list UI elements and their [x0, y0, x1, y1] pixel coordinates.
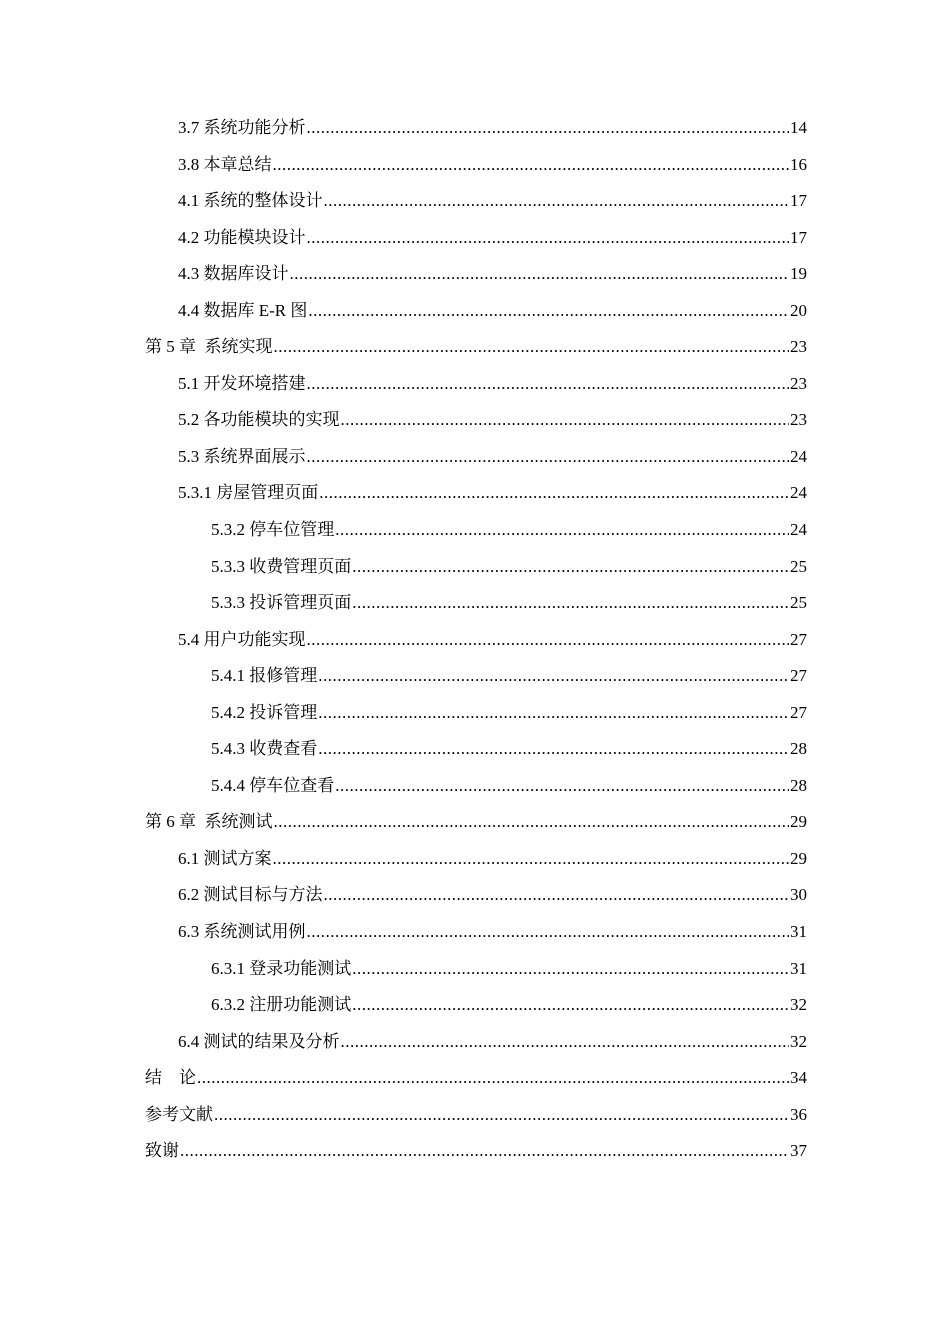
toc-dot-leader [307, 110, 790, 147]
toc-dot-leader [290, 256, 790, 293]
toc-entry-page: 17 [790, 191, 807, 211]
toc-entry-title: 5.1 开发环境搭建 [178, 373, 306, 393]
toc-entry-title: 6.3.2 注册功能测试 [211, 995, 352, 1015]
toc-entry[interactable] [145, 329, 807, 366]
toc-entry-title: 3.7 系统功能分析 [178, 118, 306, 137]
toc-entry-page: 17 [790, 227, 807, 247]
table-of-contents [145, 110, 807, 1170]
toc-entry[interactable] [145, 366, 807, 403]
toc-dot-leader [307, 366, 790, 403]
toc-entry-title: 5.3.3 投诉管理页面 [211, 593, 352, 613]
toc-entry-title: 6.3.1 登录功能测试 [211, 958, 352, 978]
toc-dot-leader [341, 1024, 790, 1061]
toc-entry-page: 14 [790, 118, 807, 137]
toc-entry-page: 29 [790, 812, 807, 832]
toc-entry-page: 27 [790, 629, 807, 649]
toc-dot-leader [324, 183, 790, 220]
toc-entry[interactable] [145, 951, 807, 988]
toc-dot-leader [352, 585, 789, 622]
toc-entry[interactable] [145, 439, 807, 476]
toc-entry[interactable] [145, 622, 807, 659]
toc-entry-page: 37 [790, 1141, 807, 1161]
toc-entry-title: 参考文献 [145, 1104, 213, 1124]
toc-entry-title: 3.8 本章总结 [178, 154, 272, 174]
toc-entry[interactable] [145, 804, 807, 841]
toc-dot-leader [324, 877, 790, 914]
toc-entry-title: 5.4.1 报修管理 [211, 666, 318, 686]
toc-entry[interactable] [145, 987, 807, 1024]
toc-entry[interactable] [145, 695, 807, 732]
toc-dot-leader [318, 731, 789, 768]
toc-dot-leader [180, 1133, 789, 1170]
toc-entry-title: 5.4.3 收费查看 [211, 739, 318, 759]
toc-dot-leader [307, 220, 790, 257]
toc-entry-page: 27 [790, 702, 807, 722]
toc-dot-leader [318, 695, 789, 732]
toc-entry-title: 5.4.2 投诉管理 [211, 702, 318, 722]
toc-dot-leader [273, 841, 790, 878]
toc-entry-title: 致谢 [145, 1141, 179, 1161]
toc-entry-title: 第 5 章 系统实现 [145, 337, 273, 357]
toc-entry-page: 23 [790, 337, 807, 357]
toc-entry-page: 25 [790, 556, 807, 576]
toc-entry-title: 6.1 测试方案 [178, 848, 272, 868]
toc-entry[interactable] [145, 731, 807, 768]
toc-dot-leader [341, 402, 790, 439]
toc-entry-page: 34 [790, 1068, 807, 1088]
toc-entry-page: 25 [790, 593, 807, 613]
toc-entry-title: 5.3.3 收费管理页面 [211, 556, 352, 576]
toc-entry-title: 5.4 用户功能实现 [178, 629, 306, 649]
toc-entry[interactable] [145, 512, 807, 549]
toc-entry[interactable] [145, 1133, 807, 1170]
toc-entry[interactable] [145, 475, 807, 512]
toc-dot-leader [319, 475, 789, 512]
toc-entry-title: 6.2 测试目标与方法 [178, 885, 323, 905]
toc-dot-leader [214, 1097, 789, 1134]
toc-entry-title: 5.2 各功能模块的实现 [178, 410, 340, 430]
toc-entry[interactable] [145, 549, 807, 586]
toc-entry[interactable] [145, 293, 807, 330]
toc-dot-leader [307, 439, 790, 476]
toc-entry-title: 5.3.1 房屋管理页面 [178, 483, 319, 503]
toc-entry-title: 第 6 章 系统测试 [145, 812, 273, 832]
toc-entry[interactable] [145, 914, 807, 951]
toc-entry-page: 19 [790, 264, 807, 284]
toc-dot-leader [197, 1060, 789, 1097]
toc-entry-title: 6.3 系统测试用例 [178, 922, 306, 942]
toc-entry-page: 23 [790, 373, 807, 393]
toc-dot-leader [352, 951, 789, 988]
toc-entry[interactable] [145, 110, 807, 147]
toc-dot-leader [307, 622, 790, 659]
toc-entry-page: 20 [790, 300, 807, 320]
toc-entry-page: 31 [790, 922, 807, 942]
toc-entry-page: 28 [790, 775, 807, 795]
toc-entry-page: 23 [790, 410, 807, 430]
toc-entry-title: 5.4.4 停车位查看 [211, 775, 335, 795]
toc-entry-page: 32 [790, 1031, 807, 1051]
toc-entry-page: 32 [790, 995, 807, 1015]
toc-entry-title: 4.3 数据库设计 [178, 264, 289, 284]
toc-entry-page: 29 [790, 848, 807, 868]
toc-entry-page: 36 [790, 1104, 807, 1124]
toc-entry[interactable] [145, 147, 807, 184]
toc-entry-title: 6.4 测试的结果及分析 [178, 1031, 340, 1051]
toc-dot-leader [274, 804, 790, 841]
toc-entry[interactable] [145, 768, 807, 805]
toc-entry[interactable] [145, 658, 807, 695]
toc-dot-leader [273, 147, 790, 184]
toc-entry-page: 30 [790, 885, 807, 905]
toc-dot-leader [335, 512, 789, 549]
toc-entry-page: 16 [790, 154, 807, 174]
toc-entry[interactable] [145, 1024, 807, 1061]
toc-entry-page: 24 [790, 446, 807, 466]
toc-entry[interactable] [145, 1097, 807, 1134]
toc-entry-page: 24 [790, 520, 807, 540]
toc-entry[interactable] [145, 220, 807, 257]
toc-entry-title: 5.3.2 停车位管理 [211, 520, 335, 540]
toc-entry-page: 28 [790, 739, 807, 759]
toc-entry[interactable] [145, 877, 807, 914]
toc-entry-title: 5.3 系统界面展示 [178, 446, 306, 466]
toc-dot-leader [335, 768, 789, 805]
toc-dot-leader [307, 914, 790, 951]
toc-entry-page: 24 [790, 483, 807, 503]
toc-entry-title: 4.1 系统的整体设计 [178, 191, 323, 211]
toc-entry[interactable] [145, 585, 807, 622]
toc-entry[interactable] [145, 402, 807, 439]
toc-dot-leader [352, 549, 789, 586]
toc-dot-leader [318, 658, 789, 695]
toc-entry-title: 结 论 [145, 1068, 196, 1088]
toc-entry-page: 31 [790, 958, 807, 978]
toc-entry-page: 27 [790, 666, 807, 686]
toc-dot-leader [352, 987, 789, 1024]
toc-entry[interactable] [145, 841, 807, 878]
toc-entry[interactable] [145, 1060, 807, 1097]
toc-dot-leader [308, 293, 789, 330]
toc-entry[interactable] [145, 183, 807, 220]
toc-dot-leader [274, 329, 790, 366]
toc-entry-title: 4.4 数据库 E-R 图 [178, 300, 308, 320]
toc-entry[interactable] [145, 256, 807, 293]
toc-entry-title: 4.2 功能模块设计 [178, 227, 306, 247]
